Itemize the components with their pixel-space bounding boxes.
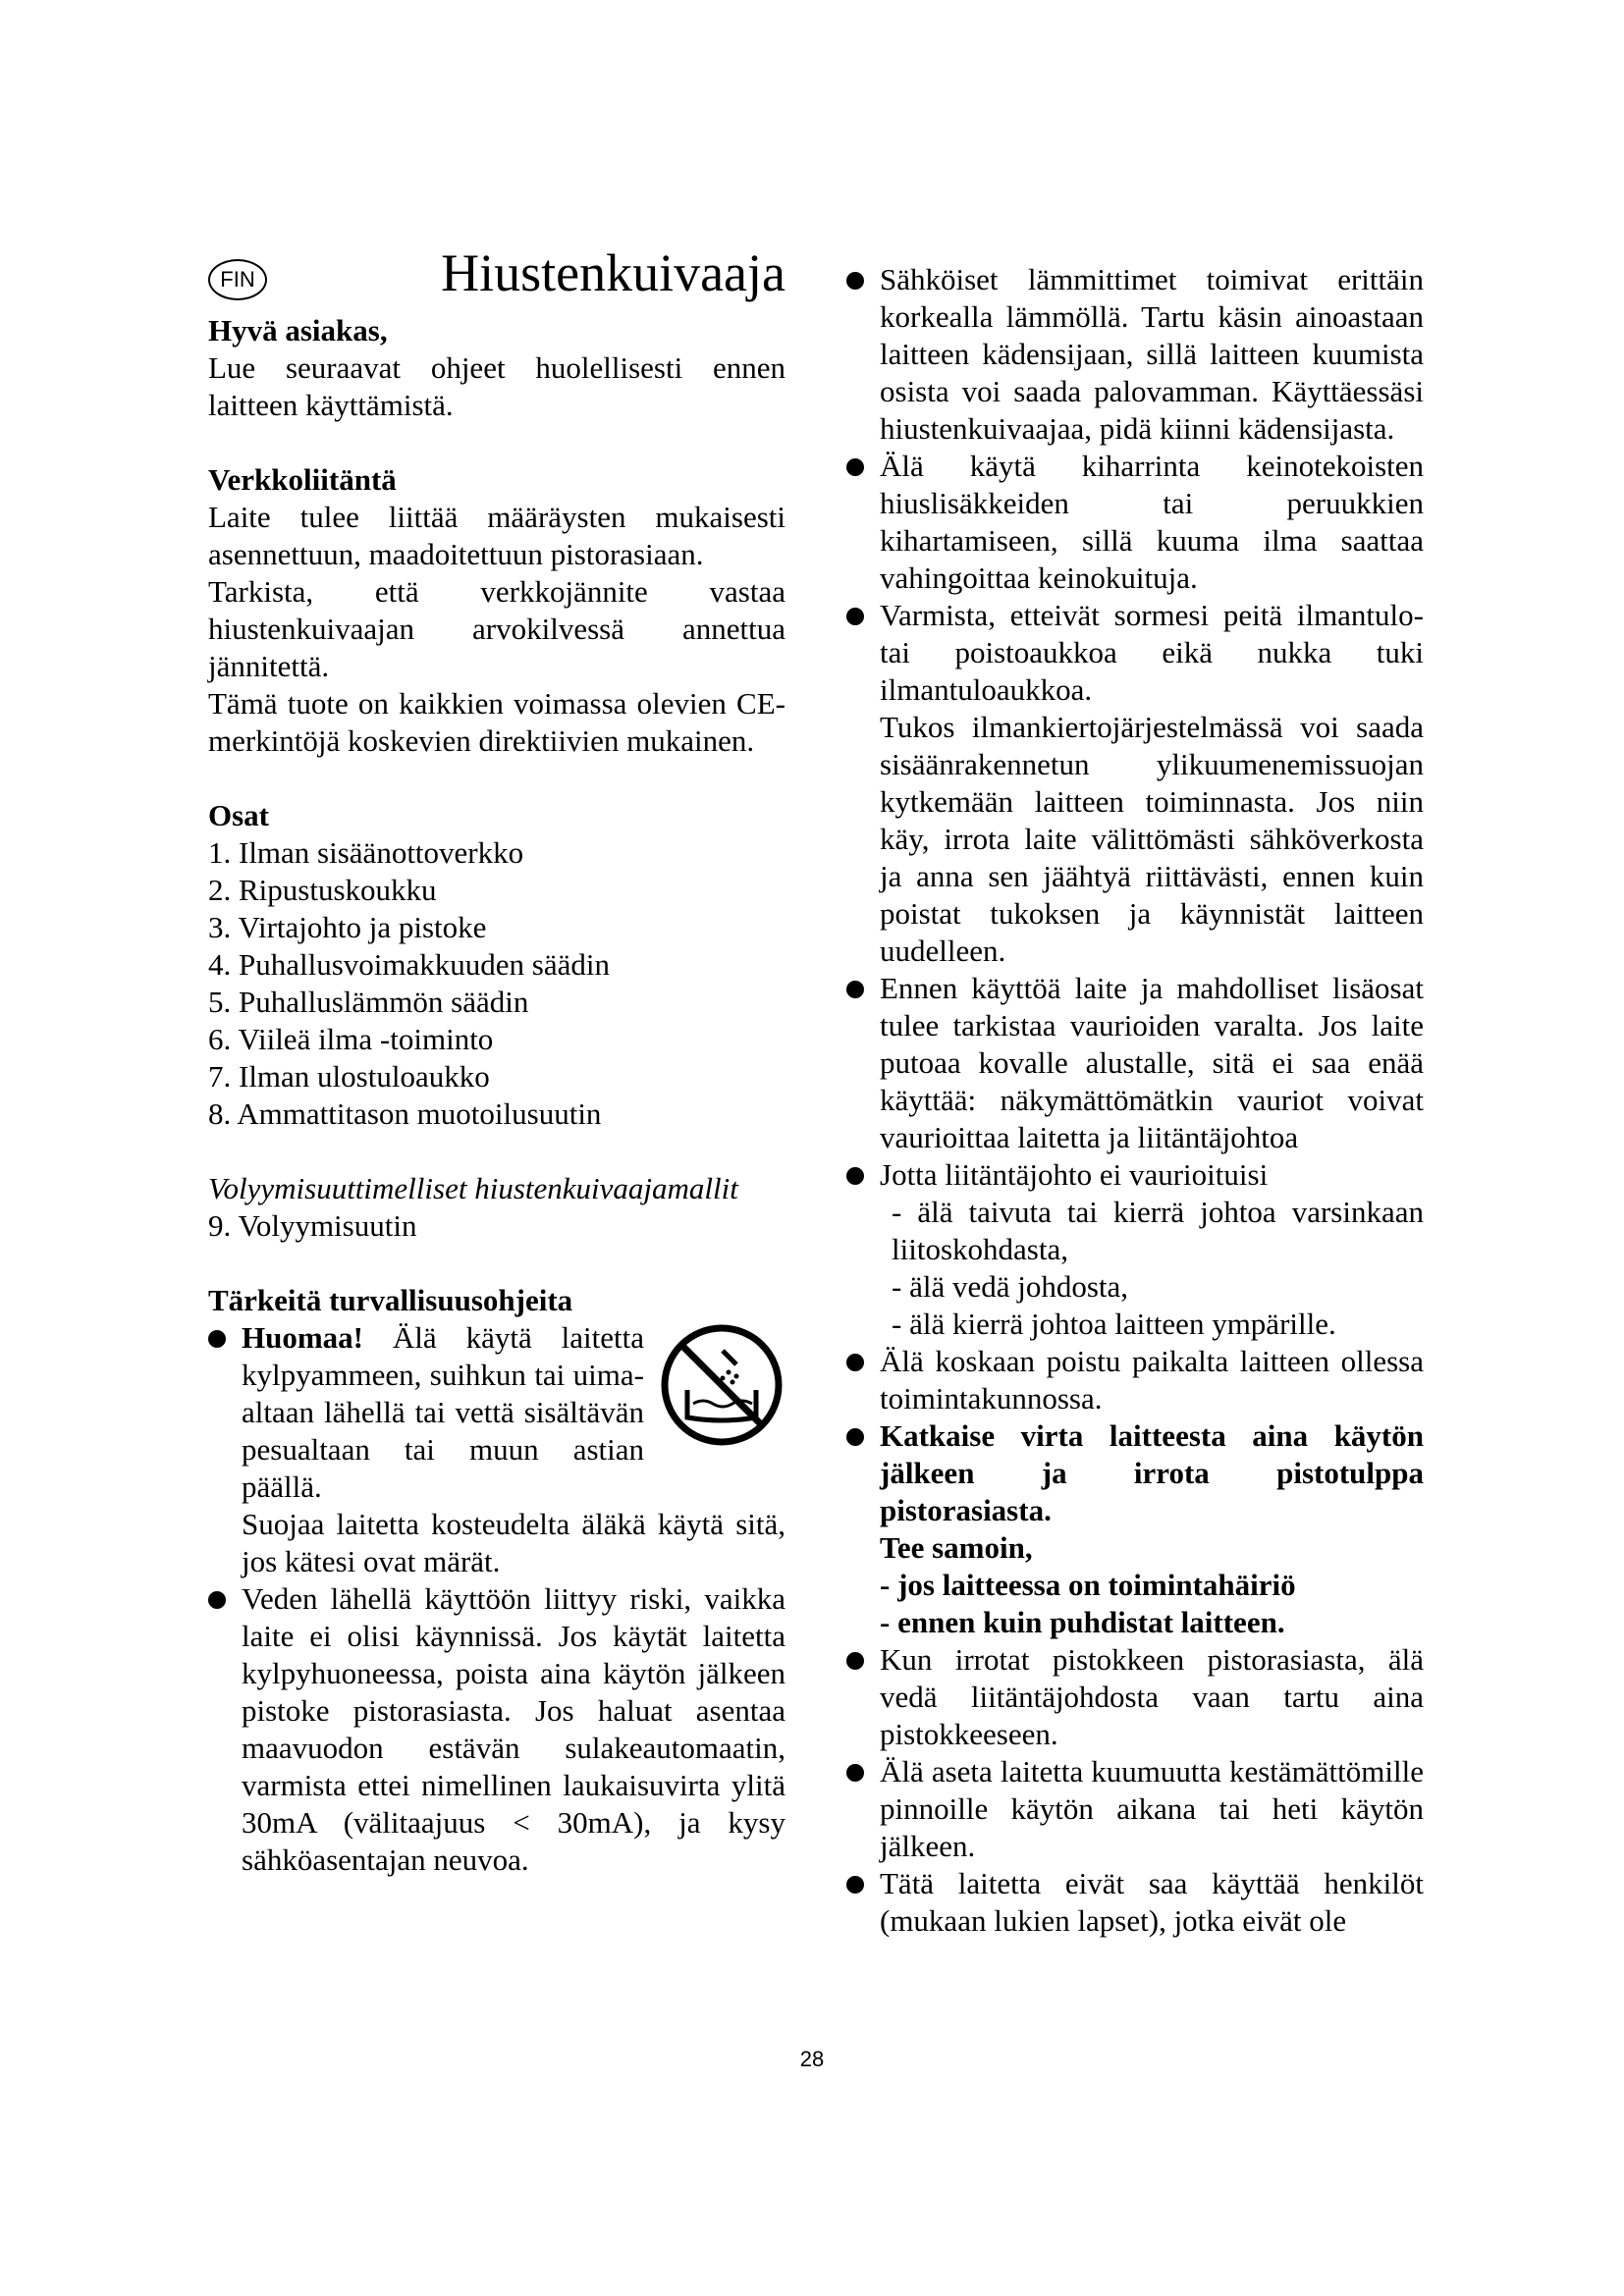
- bullet-icon: [846, 1428, 864, 1446]
- bullet-icon: [846, 981, 864, 998]
- same-item: - jos laitteessa on toimintahäiriö: [880, 1568, 1296, 1602]
- near-water-text: Veden lähellä käyttöön liittyy riski, vaikka laite ei olisi käynnissä. Jos käytät laitetta kylpyhuoneessa, poista aina käytön jälkeen pistoke pistorasiasta. Jos haluat asentaa maavuodon estävän sulakeautomaatin, varmista ettei nimellinen laukaisuvirta ylitä 30mA (välitaajuus < 30mA), ja kysy sähköasentajan neuvoa.: [242, 1581, 785, 1877]
- no-water-use-icon: [658, 1321, 785, 1449]
- safety-heading: Tärkeitä turvallisuusohjeita: [208, 1283, 573, 1317]
- persons-text: Tätä laitetta eivät saa käyttää henkilöt (mukaan lukien lapset), jotka eivät ole: [880, 1866, 1424, 1938]
- parts-item: 5. Puhalluslämmön säädin: [208, 985, 529, 1019]
- heaters-bullet: [846, 261, 1424, 448]
- parts-item: 1. Ilman sisäänottoverkko: [208, 835, 524, 870]
- unattended-bullet: [846, 1343, 1424, 1417]
- parts-item: 3. Virtajohto ja pistoke: [208, 910, 487, 944]
- surfaces-bullet: [846, 1753, 1424, 1865]
- parts-item: 8. Ammattitason muotoilusuutin: [208, 1096, 602, 1131]
- warning-label: Huomaa!: [242, 1320, 363, 1355]
- fingers-bullet: [846, 597, 1424, 709]
- parts-heading: Osat: [208, 798, 269, 832]
- volume-item: 9. Volyymisuutin: [208, 1208, 417, 1243]
- moisture-text: Suojaa laitetta kosteudelta äläkä käytä sitä, jos kätesi ovat märät.: [242, 1507, 785, 1578]
- header: [208, 243, 785, 365]
- curling-bullet: [846, 448, 1424, 597]
- blockage-text: Tukos ilmankiertojärjestelmässä voi saada sisäänrakennetun ylikuumenemissuojan kytkemään laitteen toiminnasta. Jos niin käy, irrota laite välittömästi sähköverkosta ja anna sen jäähtyä riittävästi, ennen kuin poistat tukoksen ja käynnistät laitteen uudelleen.: [880, 710, 1424, 968]
- disconnect-text: Katkaise virta laitteesta aina käytön jälkeen ja irrota pistotulppa pistorasiasta.: [880, 1418, 1424, 1527]
- near-water-bullet: [208, 1580, 785, 1879]
- unplug-text: Kun irrotat pistokkeen pistorasiasta, älä vedä liitäntäjohdosta vaan tartu aina pistokkeeseen.: [880, 1642, 1424, 1751]
- connection-heading: Verkkoliitäntä: [208, 462, 397, 497]
- cord-item: - älä vedä johdosta,: [892, 1269, 1129, 1304]
- fin-badge: FIN: [208, 259, 267, 300]
- intro-text: Lue seuraavat ohjeet huolellisesti ennen laitteen käyttämistä.: [208, 350, 785, 422]
- parts-item: 2. Ripustuskoukku: [208, 873, 437, 907]
- surfaces-text: Älä aseta laitetta kuumuutta kestämättömille pinnoille käytön aikana tai heti käytön jälkeen.: [880, 1754, 1424, 1863]
- bullet-icon: [208, 1330, 226, 1348]
- inspect-bullet: [846, 970, 1424, 1156]
- cord-intro: Jotta liitäntäjohto ei vaurioituisi: [880, 1157, 1269, 1192]
- bullet-icon: [846, 1167, 864, 1185]
- right-column: [846, 0, 1424, 1940]
- parts-item: 6. Viileä ilma -toiminto: [208, 1022, 494, 1056]
- connection-p1: Laite tulee liittää määräysten mukaisesti asennettuun, maadoitettuun pistorasiaan.: [208, 500, 785, 571]
- unplug-bullet: [846, 1641, 1424, 1753]
- fingers-text: Varmista, etteivät sormesi peitä ilmantulo- tai poistoaukkoa eikä nukka tuki ilmantuloaukkoa.: [880, 598, 1424, 707]
- warning-text: Älä käytä laitetta kylpyammeen, suihkun tai uima-altaan lähellä tai vettä sisältävän pesualtaan tai muun astian päällä.: [242, 1320, 644, 1504]
- page-title: Hiustenkuivaaja: [441, 243, 785, 302]
- parts-item: 4. Puhallusvoimakkuuden säädin: [208, 947, 610, 982]
- heaters-text: Sähköiset lämmittimet toimivat erittäin korkealla lämmöllä. Tartu käsin ainoastaan laitteen kädensijaan, sillä laitteen kuumista osista voi saada palovamman. Käyttäessäsi hiustenkuivaajaa, pidä kiinni kädensijasta.: [880, 262, 1424, 446]
- cord-item: - älä kierrä johtoa laitteen ympärille.: [892, 1307, 1336, 1341]
- bullet-icon: [846, 458, 864, 476]
- bullet-icon: [846, 272, 864, 290]
- cord-bullet: [846, 1156, 1424, 1194]
- same-heading: Tee samoin,: [880, 1530, 1033, 1565]
- same-item: - ennen kuin puhdistat laitteen.: [880, 1605, 1285, 1639]
- bullet-icon: [846, 1652, 864, 1670]
- bullet-icon: [846, 1354, 864, 1371]
- bullet-icon: [208, 1591, 226, 1609]
- cord-item: - älä taivuta tai kierrä johtoa varsinkaan liitoskohdasta,: [892, 1195, 1424, 1266]
- inspect-text: Ennen käyttöä laite ja mahdolliset lisäosat tulee tarkistaa vaurioiden varalta. Jos laite putoaa kovalle alustalle, sitä ei saa enää käyttää: näkymättömätkin vauriot voivat vaurioittaa laitetta ja liitäntäjohtoa: [880, 971, 1424, 1154]
- salutation: Hyvä asiakas,: [208, 313, 388, 347]
- unattended-text: Älä koskaan poistu paikalta laitteen ollessa toimintakunnossa.: [880, 1344, 1424, 1415]
- left-column: [208, 0, 785, 1879]
- connection-p2: Tarkista, että verkkojännite vastaa hiustenkuivaajan arvokilvessä annettua jännitettä.: [208, 574, 785, 683]
- parts-item: 7. Ilman ulostuloaukko: [208, 1059, 490, 1094]
- connection-p3: Tämä tuote on kaikkien voimassa olevien CE-merkintöjä koskevien direktiivien mukainen.: [208, 686, 785, 758]
- bullet-icon: [846, 1764, 864, 1782]
- curling-text: Älä käytä kiharrinta keinotekoisten hiuslisäkkeiden tai peruukkien kihartamiseen, sillä kuuma ilma saattaa vahingoittaa keinokuituja.: [880, 449, 1424, 595]
- persons-bullet: [846, 1865, 1424, 1940]
- bullet-icon: [846, 608, 864, 625]
- disconnect-bullet: [846, 1417, 1424, 1529]
- warning-bullet: [208, 1319, 785, 1506]
- volume-heading: Volyymisuuttimelliset hiustenkuivaajamallit: [208, 1171, 738, 1205]
- page-number: 28: [799, 2047, 825, 2071]
- bullet-icon: [846, 1876, 864, 1894]
